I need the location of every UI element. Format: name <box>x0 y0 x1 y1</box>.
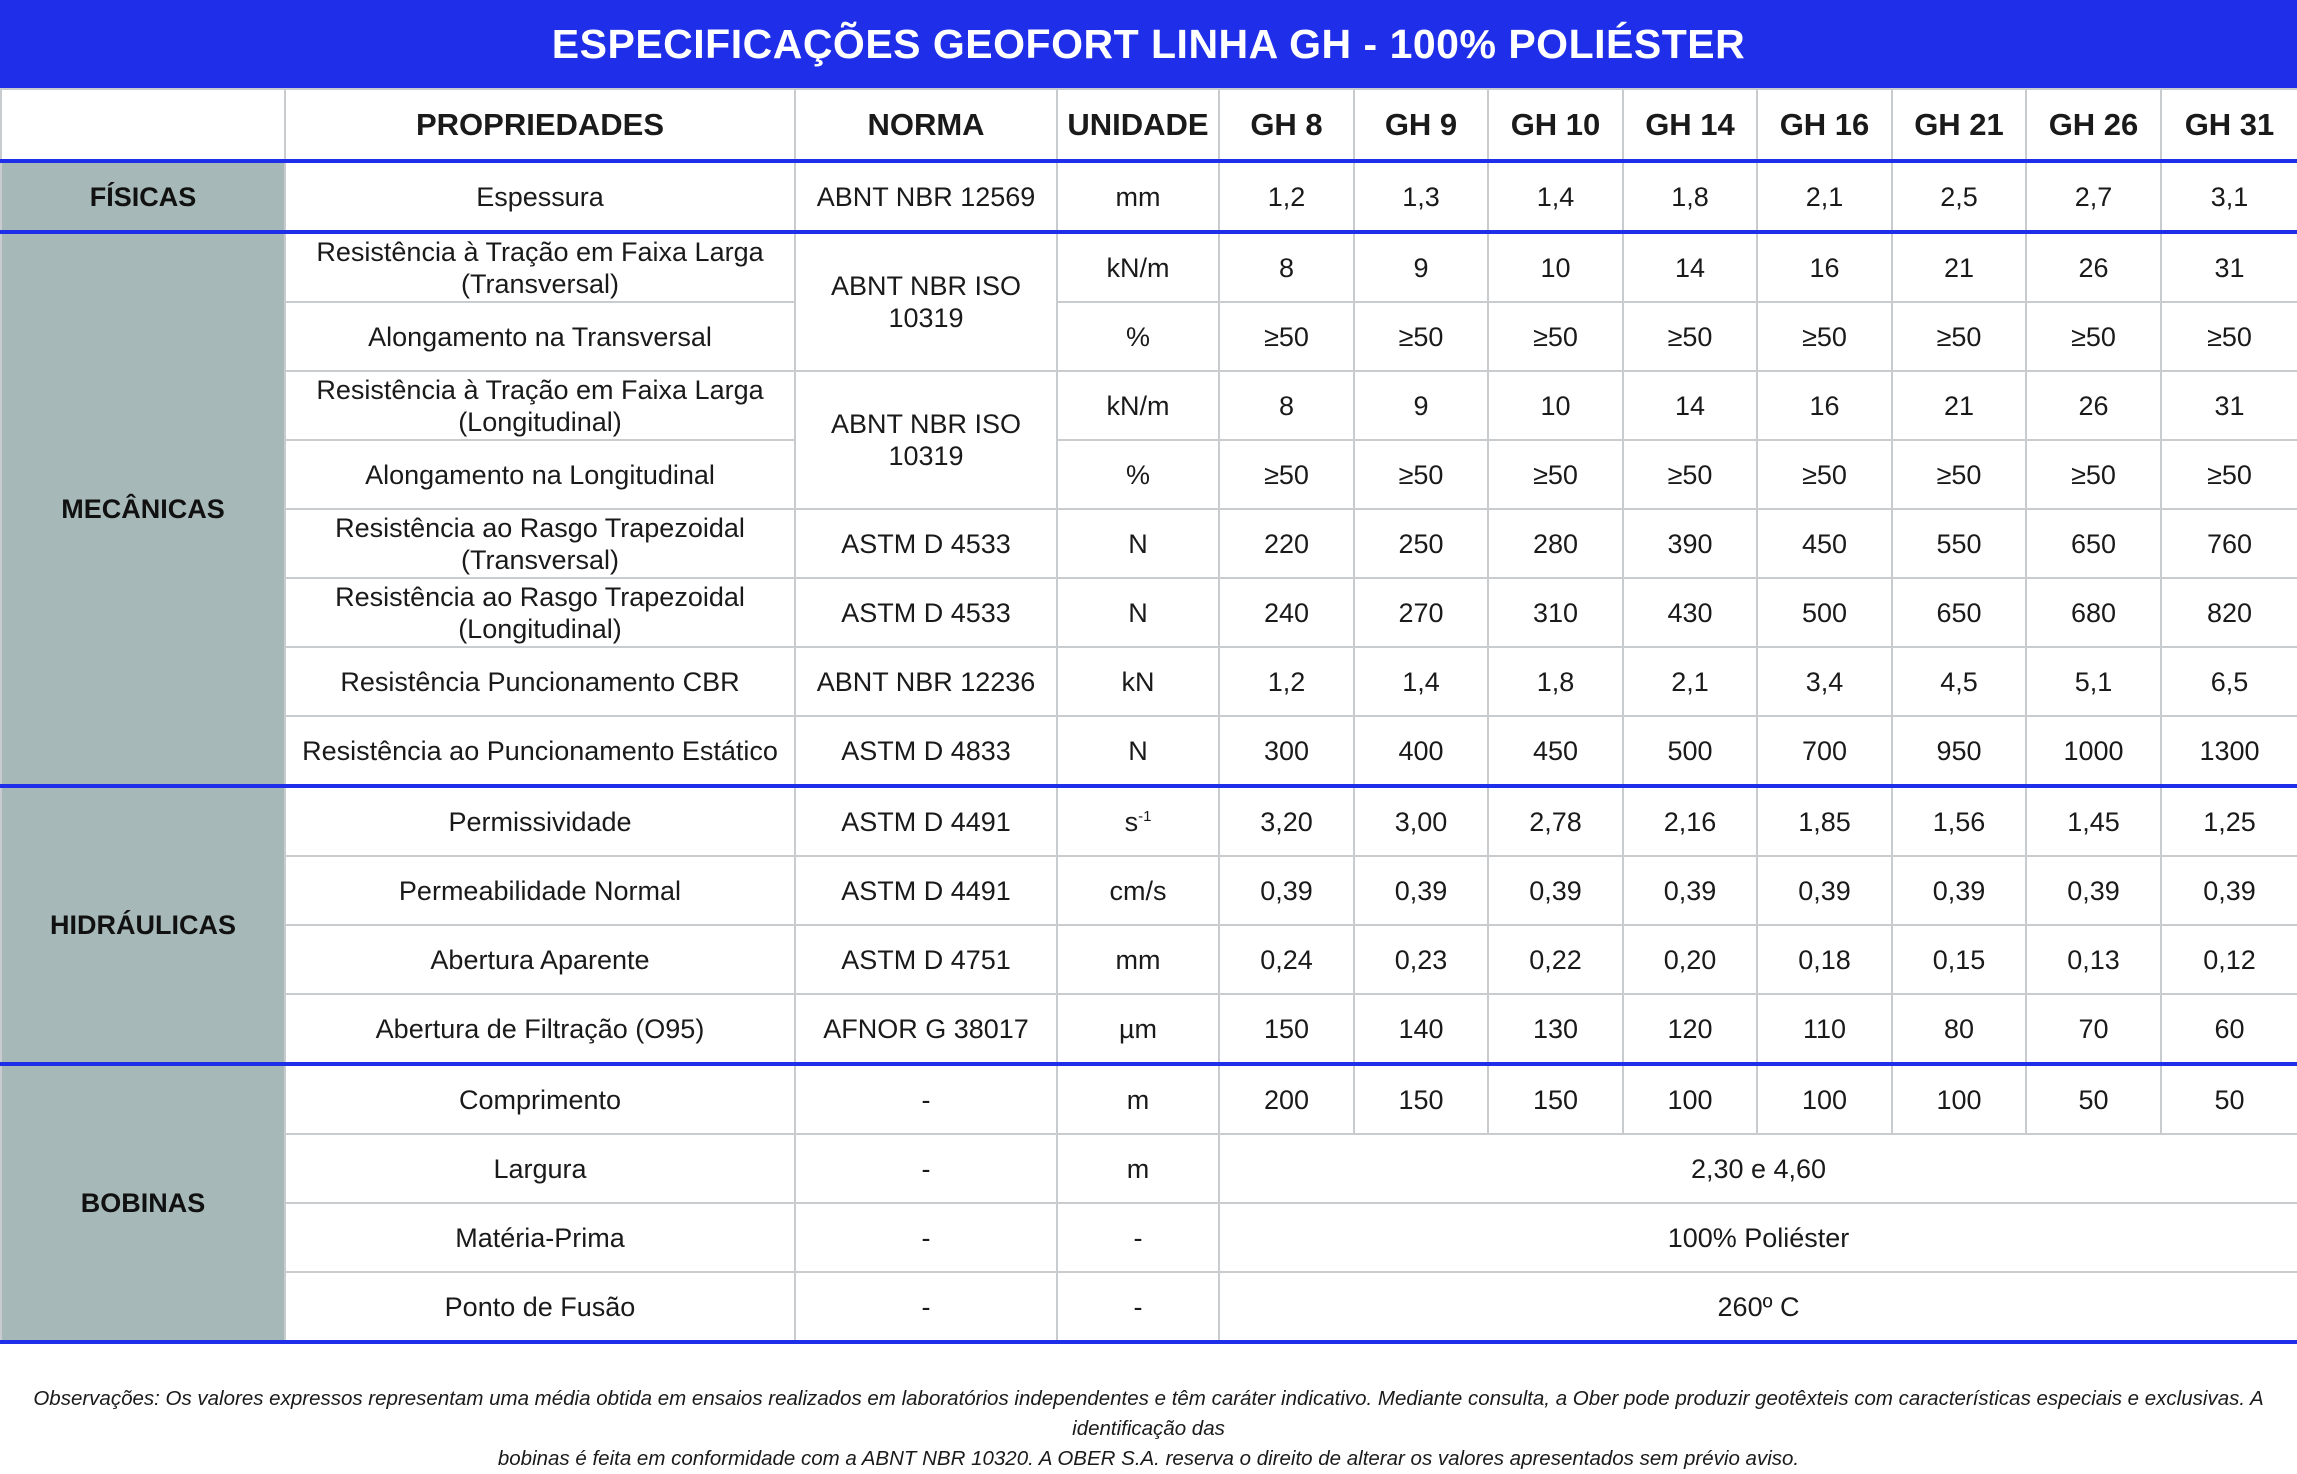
norm-cell: ASTM D 4833 <box>795 716 1057 786</box>
value-cell: 1,8 <box>1488 647 1623 716</box>
property-cell: Permissividade <box>285 786 795 856</box>
property-cell: Alongamento na Longitudinal <box>285 440 795 509</box>
merged-value-cell: 2,30 e 4,60 <box>1219 1134 2297 1203</box>
value-cell: 240 <box>1219 578 1354 647</box>
value-cell: ≥50 <box>2026 302 2161 371</box>
merged-value-cell: 260º C <box>1219 1272 2297 1342</box>
header-unit: UNIDADE <box>1057 89 1219 161</box>
table-row <box>1 925 2297 994</box>
category-hidraulicas: HIDRÁULICAS <box>1 786 285 1064</box>
header-norm: NORMA <box>795 89 1057 161</box>
header-gh9: GH 9 <box>1354 89 1488 161</box>
value-cell: 250 <box>1354 509 1488 578</box>
value-cell: 50 <box>2161 1064 2297 1134</box>
unit-cell: N <box>1057 716 1219 786</box>
value-cell: 150 <box>1488 1064 1623 1134</box>
norm-cell: ASTM D 4751 <box>795 925 1057 994</box>
unit-cell: kN <box>1057 647 1219 716</box>
value-cell: 450 <box>1757 509 1892 578</box>
norm-cell: - <box>795 1134 1057 1203</box>
property-cell: Largura <box>285 1134 795 1203</box>
value-cell: 0,39 <box>1354 856 1488 925</box>
value-cell: 300 <box>1219 716 1354 786</box>
value-cell: 3,20 <box>1219 786 1354 856</box>
value-cell: 10 <box>1488 232 1623 302</box>
value-cell: 0,39 <box>2161 856 2297 925</box>
value-cell: 1,56 <box>1892 786 2026 856</box>
header-gh31: GH 31 <box>2161 89 2297 161</box>
property-cell: Resistência Puncionamento CBR <box>285 647 795 716</box>
value-cell: 10 <box>1488 371 1623 440</box>
table-row <box>1 371 2297 440</box>
value-cell: 820 <box>2161 578 2297 647</box>
value-cell: 1,2 <box>1219 647 1354 716</box>
table-row <box>1 1272 2297 1342</box>
value-cell: 0,12 <box>2161 925 2297 994</box>
unit-cell: kN/m <box>1057 232 1219 302</box>
value-cell: ≥50 <box>1892 440 2026 509</box>
value-cell: 100 <box>1623 1064 1757 1134</box>
value-cell: 200 <box>1219 1064 1354 1134</box>
category-bobinas: BOBINAS <box>1 1064 285 1342</box>
value-cell: 1,85 <box>1757 786 1892 856</box>
value-cell: 270 <box>1354 578 1488 647</box>
unit-base: s <box>1124 806 1139 837</box>
value-cell: 21 <box>1892 232 2026 302</box>
value-cell: 550 <box>1892 509 2026 578</box>
value-cell: 0,39 <box>1892 856 2026 925</box>
value-cell: 1,25 <box>2161 786 2297 856</box>
value-cell: 31 <box>2161 232 2297 302</box>
unit-cell: kN/m <box>1057 371 1219 440</box>
value-cell: 50 <box>2026 1064 2161 1134</box>
category-fisicas: FÍSICAS <box>1 161 285 232</box>
property-cell: Resistência à Tração em Faixa Larga (Longitudinal) <box>285 371 795 440</box>
value-cell: 500 <box>1623 716 1757 786</box>
value-cell: 0,18 <box>1757 925 1892 994</box>
value-cell: 8 <box>1219 232 1354 302</box>
value-cell: ≥50 <box>1354 440 1488 509</box>
value-cell: 0,39 <box>1757 856 1892 925</box>
footnote <box>0 1384 2297 1474</box>
merged-value-cell: 100% Poliéster <box>1219 1203 2297 1272</box>
property-cell: Abertura Aparente <box>285 925 795 994</box>
page-title: ESPECIFICAÇÕES GEOFORT LINHA GH - 100% POLIÉSTER <box>0 0 2297 88</box>
value-cell: 16 <box>1757 371 1892 440</box>
unit-cell: m <box>1057 1134 1219 1203</box>
unit-cell: mm <box>1057 925 1219 994</box>
value-cell: ≥50 <box>2161 302 2297 371</box>
property-cell: Permeabilidade Normal <box>285 856 795 925</box>
category-mecanicas: MECÂNICAS <box>1 232 285 786</box>
property-cell: Resistência ao Rasgo Trapezoidal (Transversal) <box>285 509 795 578</box>
value-cell: ≥50 <box>2161 440 2297 509</box>
value-cell: 2,1 <box>1623 647 1757 716</box>
header-gh21: GH 21 <box>1892 89 2026 161</box>
footnote-line-1: Observações: Os valores expressos representam uma média obtida em ensaios realizados em laboratórios independentes e têm caráter indicativo. Mediante consulta, a Ober pode produzir geotêxteis com características especiais e exclusivas. A identificação das <box>33 1387 2264 1440</box>
property-cell: Comprimento <box>285 1064 795 1134</box>
value-cell: 500 <box>1757 578 1892 647</box>
table-row <box>1 232 2297 302</box>
property-cell: Matéria-Prima <box>285 1203 795 1272</box>
value-cell: ≥50 <box>1219 302 1354 371</box>
table-row <box>1 786 2297 856</box>
value-cell: 1300 <box>2161 716 2297 786</box>
value-cell: 2,78 <box>1488 786 1623 856</box>
value-cell: 310 <box>1488 578 1623 647</box>
value-cell: 2,1 <box>1757 161 1892 232</box>
unit-cell: N <box>1057 578 1219 647</box>
value-cell: 1,2 <box>1219 161 1354 232</box>
value-cell: 9 <box>1354 232 1488 302</box>
value-cell: 3,00 <box>1354 786 1488 856</box>
value-cell: 0,15 <box>1892 925 2026 994</box>
value-cell: 14 <box>1623 371 1757 440</box>
table-row <box>1 1203 2297 1272</box>
value-cell: 650 <box>1892 578 2026 647</box>
value-cell: 140 <box>1354 994 1488 1064</box>
property-cell: Abertura de Filtração (O95) <box>285 994 795 1064</box>
value-cell: 2,7 <box>2026 161 2161 232</box>
table-row <box>1 1064 2297 1134</box>
value-cell: ≥50 <box>1488 440 1623 509</box>
property-cell: Espessura <box>285 161 795 232</box>
value-cell: 430 <box>1623 578 1757 647</box>
property-cell: Resistência ao Rasgo Trapezoidal (Longitudinal) <box>285 578 795 647</box>
value-cell: 26 <box>2026 371 2161 440</box>
norm-cell: ABNT NBR 12236 <box>795 647 1057 716</box>
value-cell: ≥50 <box>2026 440 2161 509</box>
value-cell: 1,4 <box>1488 161 1623 232</box>
norm-cell: ASTM D 4491 <box>795 786 1057 856</box>
value-cell: 16 <box>1757 232 1892 302</box>
unit-cell: µm <box>1057 994 1219 1064</box>
value-cell: 220 <box>1219 509 1354 578</box>
table-row <box>1 161 2297 232</box>
value-cell: ≥50 <box>1219 440 1354 509</box>
value-cell: 130 <box>1488 994 1623 1064</box>
property-cell: Resistência à Tração em Faixa Larga (Transversal) <box>285 232 795 302</box>
value-cell: ≥50 <box>1623 302 1757 371</box>
value-cell: 1,4 <box>1354 647 1488 716</box>
value-cell: 680 <box>2026 578 2161 647</box>
norm-cell: ABNT NBR ISO 10319 <box>795 371 1057 509</box>
value-cell: ≥50 <box>1623 440 1757 509</box>
value-cell: 400 <box>1354 716 1488 786</box>
value-cell: 2,5 <box>1892 161 2026 232</box>
header-gh10: GH 10 <box>1488 89 1623 161</box>
unit-cell: % <box>1057 302 1219 371</box>
norm-cell: - <box>795 1272 1057 1342</box>
value-cell: 26 <box>2026 232 2161 302</box>
value-cell: 4,5 <box>1892 647 2026 716</box>
table-row <box>1 716 2297 786</box>
norm-cell: ABNT NBR 12569 <box>795 161 1057 232</box>
value-cell: 110 <box>1757 994 1892 1064</box>
value-cell: 0,20 <box>1623 925 1757 994</box>
unit-cell <box>1057 786 1219 856</box>
value-cell: ≥50 <box>1488 302 1623 371</box>
unit-cell: N <box>1057 509 1219 578</box>
table-row <box>1 994 2297 1064</box>
norm-cell: ASTM D 4533 <box>795 509 1057 578</box>
value-cell: 3,4 <box>1757 647 1892 716</box>
table-row <box>1 1134 2297 1203</box>
value-cell: 950 <box>1892 716 2026 786</box>
value-cell: 0,23 <box>1354 925 1488 994</box>
table-row <box>1 302 2297 371</box>
footnote-line-2: bobinas é feita em conformidade com a ABNT NBR 10320. A OBER S.A. reserva o direito de alterar os valores apresentados sem prévio aviso. <box>497 1447 1800 1470</box>
value-cell: 0,39 <box>1219 856 1354 925</box>
value-cell: 760 <box>2161 509 2297 578</box>
unit-cell: - <box>1057 1203 1219 1272</box>
header-empty <box>1 89 285 161</box>
value-cell: 100 <box>1892 1064 2026 1134</box>
norm-cell: - <box>795 1203 1057 1272</box>
value-cell: 650 <box>2026 509 2161 578</box>
value-cell: ≥50 <box>1892 302 2026 371</box>
norm-cell: - <box>795 1064 1057 1134</box>
table-row <box>1 856 2297 925</box>
value-cell: 1,8 <box>1623 161 1757 232</box>
value-cell: 6,5 <box>2161 647 2297 716</box>
header-gh16: GH 16 <box>1757 89 1892 161</box>
value-cell: 8 <box>1219 371 1354 440</box>
value-cell: 1000 <box>2026 716 2161 786</box>
unit-exponent: -1 <box>1138 807 1152 825</box>
value-cell: 150 <box>1219 994 1354 1064</box>
unit-cell: % <box>1057 440 1219 509</box>
value-cell: 31 <box>2161 371 2297 440</box>
value-cell: ≥50 <box>1757 440 1892 509</box>
property-cell: Alongamento na Transversal <box>285 302 795 371</box>
property-cell: Resistência ao Puncionamento Estático <box>285 716 795 786</box>
table-row <box>1 509 2297 578</box>
specifications-table <box>0 88 2297 1344</box>
value-cell: 280 <box>1488 509 1623 578</box>
value-cell: 0,39 <box>1623 856 1757 925</box>
header-gh26: GH 26 <box>2026 89 2161 161</box>
value-cell: 9 <box>1354 371 1488 440</box>
value-cell: 14 <box>1623 232 1757 302</box>
unit-cell: m <box>1057 1064 1219 1134</box>
value-cell: 80 <box>1892 994 2026 1064</box>
value-cell: 450 <box>1488 716 1623 786</box>
table-row <box>1 440 2297 509</box>
norm-cell: ASTM D 4491 <box>795 856 1057 925</box>
value-cell: 120 <box>1623 994 1757 1064</box>
unit-cell: mm <box>1057 161 1219 232</box>
value-cell: 0,39 <box>2026 856 2161 925</box>
value-cell: 5,1 <box>2026 647 2161 716</box>
value-cell: 1,3 <box>1354 161 1488 232</box>
value-cell: 60 <box>2161 994 2297 1064</box>
value-cell: 1,45 <box>2026 786 2161 856</box>
header-properties: PROPRIEDADES <box>285 89 795 161</box>
header-gh14: GH 14 <box>1623 89 1757 161</box>
value-cell: ≥50 <box>1757 302 1892 371</box>
norm-cell: ABNT NBR ISO 10319 <box>795 232 1057 371</box>
value-cell: 3,1 <box>2161 161 2297 232</box>
norm-cell: ASTM D 4533 <box>795 578 1057 647</box>
value-cell: 2,16 <box>1623 786 1757 856</box>
value-cell: 0,24 <box>1219 925 1354 994</box>
table-header-row <box>1 89 2297 161</box>
value-cell: 21 <box>1892 371 2026 440</box>
value-cell: 70 <box>2026 994 2161 1064</box>
header-gh8: GH 8 <box>1219 89 1354 161</box>
value-cell: 390 <box>1623 509 1757 578</box>
property-cell: Ponto de Fusão <box>285 1272 795 1342</box>
table-row <box>1 647 2297 716</box>
unit-cell: cm/s <box>1057 856 1219 925</box>
value-cell: ≥50 <box>1354 302 1488 371</box>
value-cell: 0,13 <box>2026 925 2161 994</box>
norm-cell: AFNOR G 38017 <box>795 994 1057 1064</box>
value-cell: 150 <box>1354 1064 1488 1134</box>
value-cell: 0,39 <box>1488 856 1623 925</box>
unit-cell: - <box>1057 1272 1219 1342</box>
value-cell: 700 <box>1757 716 1892 786</box>
value-cell: 100 <box>1757 1064 1892 1134</box>
table-row <box>1 578 2297 647</box>
value-cell: 0,22 <box>1488 925 1623 994</box>
